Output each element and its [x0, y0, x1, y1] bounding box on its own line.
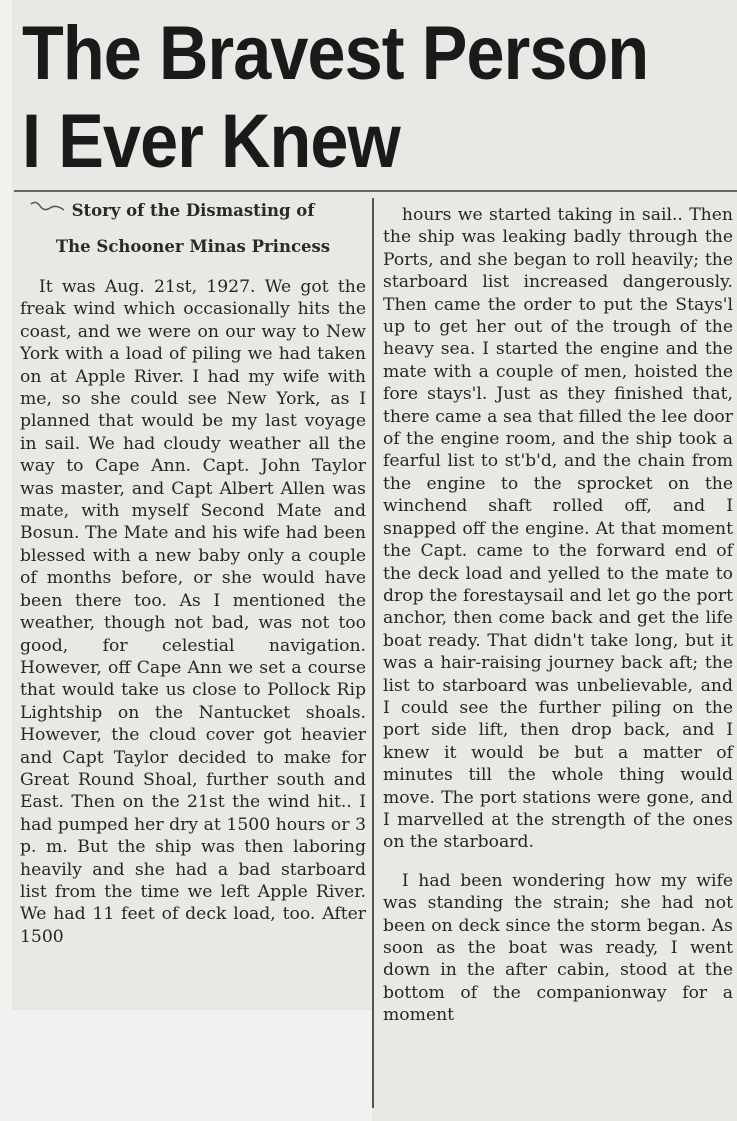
article-column-right	[383, 204, 733, 1027]
paragraph: I had been wondering how my wife was standing the strain; she had not been on deck since the storm began. As soon as the boat was ready, I went down in the after cabin, stood at the bottom of the companionway for a moment	[383, 870, 733, 1026]
paragraph: hours we started taking in sail.. Then the ship was leaking badly through the Ports, and she began to roll heavily; the starboard list increased dangerously. Then came the order to put the Stays'l up to get her out of the trough of the heavy sea. I started the engine and the mate with a couple of men, hoisted the fore stays'l. Just as they finished that, there came a sea that filled the lee door of the engine room, and the ship took a fearful list to st'b'd, and the chain from the engine to the sprocket on the winchend shaft rolled off, and I snapped off the engine. At that moment the Capt. came to the forward end of the deck load and yelled to the mate to drop the forestaysail and let go the port anchor, then come back and get the life boat ready. That didn't take long, but it was a hair-raising journey back aft; the list to starboard was unbelievable, and I could see the further piling on the port side lift, then drop back, and I knew it would be but a matter of minutes till the whole thing would move. The port stations were gone, and I marvelled at the strength of the ones on the starboard.	[383, 205, 733, 853]
paragraph: It was Aug. 21st, 1927. We got the freak wind which occasionally hits the coast, and we were on our way to New York with a load of piling we had taken on at Apple River. I had my wife with me, so she could see New York, as I planned that would be my last voyage in sail. We had cloudy weather all the way to Cape Ann. Capt. John Taylor was master, and Capt Albert Allen was mate, with myself Second Mate and Bosun. The Mate and his wife had been blessed with a new baby only a couple of months before, or she would have been there too. As I mentioned the weather, though not bad, was not too good, for celestial navigation. However, off Cape Ann we set a course that would take us close to Pollock Rip Lightship on the Nantucket shoals. However, the cloud cover got heavier and Capt Taylor decided to make for Great Round Shoal, further south and East. Then on the 21st the wind hit.. I had pumped her dry at 1500 hours or 3 p. m. But the ship was then laboring heavily and she had a bad starboard list from the time we left Apple River. We had 11 feet of deck load, too. After 1500	[20, 277, 366, 947]
subhead-line-2: The Schooner Minas Princess	[55, 237, 331, 256]
headline-line-1: The Bravest Person	[22, 11, 649, 96]
column-divider	[372, 198, 374, 1108]
article-column-left	[20, 276, 366, 948]
headline	[22, 10, 648, 186]
subhead-line-1: Story of the Dismasting of	[71, 201, 315, 220]
headline-line-2: I Ever Knew	[22, 99, 400, 184]
top-rule	[14, 190, 737, 192]
